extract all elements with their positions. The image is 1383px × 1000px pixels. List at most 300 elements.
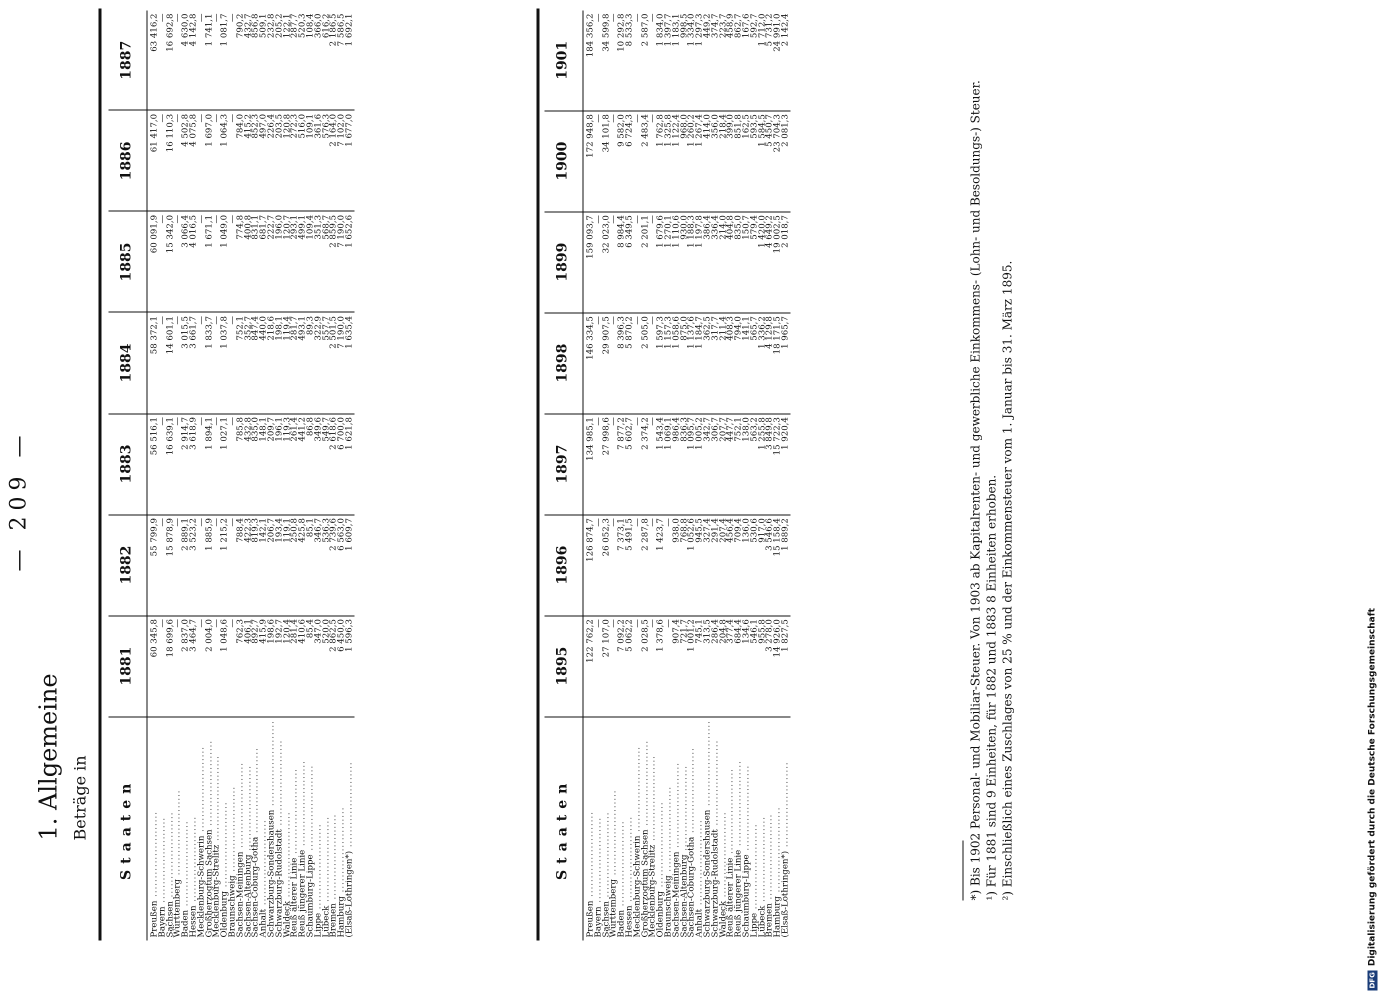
value-cell: 986,4	[673, 413, 681, 514]
value-cell: 7 102,0	[338, 110, 346, 211]
value-cell: 184 356,2	[583, 10, 595, 110]
state-name: Waldeck	[717, 900, 728, 937]
value-cell: 752,1	[735, 413, 743, 514]
value-cell: 198,6	[268, 615, 276, 716]
value-cell: 206,7	[268, 514, 276, 615]
value-cell: 142,1	[260, 514, 268, 615]
value-cell: 172 948,8	[583, 110, 595, 211]
value-cell: 784,0	[237, 110, 245, 211]
value-cell: 7 586,5	[338, 10, 346, 110]
value-cell: 1 052,6	[688, 514, 696, 615]
value-cell: 60 091,9	[147, 211, 159, 312]
value-cell: 108,4	[307, 10, 315, 110]
state-name: Preußen	[585, 900, 595, 937]
table-row	[174, 10, 182, 940]
state-name: Mecklenburg-Strelitz	[211, 844, 222, 937]
state-name: Sachsen-Meiningen	[234, 851, 245, 937]
column-header-year: 1896	[544, 514, 583, 615]
value-cell: —	[174, 10, 182, 110]
value-cell: 968,0	[681, 110, 689, 211]
value-cell: 4 075,8	[190, 110, 198, 211]
value-cell: 2 186,5	[330, 10, 338, 110]
column-header-year: 1899	[544, 211, 583, 312]
value-cell: —	[595, 413, 603, 514]
value-cell: 1 741,1	[206, 10, 214, 110]
value-cell: —	[610, 312, 618, 413]
value-cell: —	[174, 413, 182, 514]
value-cell: 1 692,1	[346, 10, 354, 110]
leader-dots: .......................	[639, 739, 650, 829]
value-cell: 955,8	[759, 615, 767, 716]
value-cell: 1 188,3	[688, 211, 696, 312]
value-cell: 549,7	[323, 413, 331, 514]
table-row	[688, 10, 696, 940]
value-cell: 109,1	[307, 110, 315, 211]
state-name: Baden	[616, 909, 627, 937]
value-cell: 29 907,5	[603, 312, 611, 413]
value-cell: 15 878,9	[167, 514, 175, 615]
leader-dots: .......................	[670, 761, 681, 852]
value-cell: 1 137,6	[688, 312, 696, 413]
leader-dots: .......................	[717, 810, 728, 901]
value-cell: 1 885,9	[206, 514, 214, 615]
value-cell: 261,4	[291, 413, 299, 514]
leader-dots: .......................	[678, 764, 689, 855]
value-cell: 136,0	[743, 514, 751, 615]
value-cell: 196,0	[276, 211, 284, 312]
value-cell: 374,7	[712, 10, 720, 110]
value-cell: 819,3	[252, 514, 260, 615]
column-header-year: 1883	[108, 413, 147, 514]
column-header-year: 1885	[108, 211, 147, 312]
top-rule	[98, 8, 101, 940]
leader-dots: .......................	[336, 806, 347, 896]
value-cell: 1 920,4	[782, 413, 790, 514]
value-cell: —	[213, 10, 221, 110]
value-cell: 422,3	[245, 514, 253, 615]
value-cell: 3 066,4	[182, 211, 190, 312]
value-cell: 89,3	[307, 312, 315, 413]
state-name: Lübeck	[756, 905, 767, 937]
value-cell: —	[159, 110, 167, 211]
value-cell: 400,8	[245, 211, 253, 312]
value-cell: 272,3	[291, 110, 299, 211]
value-cell: —	[649, 211, 657, 312]
state-name-cell	[343, 716, 354, 940]
value-cell: 852,3	[252, 110, 260, 211]
value-cell: 3 546,6	[766, 514, 774, 615]
leader-dots: .......................	[616, 819, 627, 910]
value-cell: 836,3	[681, 413, 689, 514]
value-cell: —	[198, 413, 206, 514]
leader-dots: .......................	[273, 739, 284, 829]
value-cell: 5 491,5	[626, 514, 634, 615]
value-cell: 3 523,2	[190, 514, 198, 615]
value-cell: 2 374,2	[642, 413, 650, 514]
column-header-year: 1884	[108, 312, 147, 413]
value-cell: 6 700,0	[338, 413, 346, 514]
value-cell: 218,6	[268, 312, 276, 413]
value-cell: 945,5	[696, 514, 704, 615]
value-cell: 223,7	[720, 10, 728, 110]
value-cell: 835,0	[735, 211, 743, 312]
value-cell: 530,6	[751, 514, 759, 615]
value-cell: 2 164,0	[330, 110, 338, 211]
footnote: ¹) Für 1881 sind 9 Einheiten, für 1882 und 1883 8 Einheiten erhoben.	[984, 474, 998, 900]
value-cell: 23 704,3	[774, 110, 782, 211]
value-cell: 3 661,7	[190, 312, 198, 413]
value-cell: —	[634, 312, 642, 413]
value-cell: 162,5	[743, 110, 751, 211]
value-cell: 1 157,3	[665, 312, 673, 413]
value-cell: 875,0	[681, 312, 689, 413]
value-cell: 26 052,3	[603, 514, 611, 615]
value-cell: 2 287,8	[642, 514, 650, 615]
state-name: Schwarzburg-Rudolstadt	[273, 828, 284, 937]
value-cell: 520,0	[323, 615, 331, 716]
value-cell: 207,4	[720, 514, 728, 615]
value-cell: 349,6	[315, 413, 323, 514]
value-cell: 2 081,3	[782, 110, 790, 211]
value-cell: —	[634, 413, 642, 514]
value-cell: 85,4	[307, 615, 315, 716]
state-name: Mecklenburg-Strelitz	[647, 844, 658, 937]
state-name: Schwarzburg-Rudolstadt	[709, 828, 720, 937]
table-row	[346, 10, 354, 940]
value-cell: 1 005,2	[696, 413, 704, 514]
value-cell: —	[634, 211, 642, 312]
value-cell: 1 596,3	[346, 615, 354, 716]
value-cell: 4 630,0	[182, 10, 190, 110]
value-cell: 1 064,3	[221, 110, 229, 211]
state-name: Mecklenburg-Schwerin	[631, 835, 642, 937]
state-name: Großherzogtum Sachsen	[639, 828, 650, 937]
heading-subtitle: Beträge in	[70, 754, 89, 840]
value-cell: —	[229, 312, 237, 413]
leader-dots: .......................	[709, 739, 720, 829]
value-cell: 835,0	[252, 413, 260, 514]
value-cell: 32 023,0	[603, 211, 611, 312]
value-cell: 1 543,4	[657, 413, 665, 514]
value-cell: 15 158,4	[774, 514, 782, 615]
value-cell: 1 184,7	[696, 312, 704, 413]
state-name: Hessen	[187, 904, 198, 937]
value-cell: 1 334,0	[688, 10, 696, 110]
value-cell: 1 609,7	[346, 514, 354, 615]
state-name: (Elsaß-Lothringen*)	[779, 850, 790, 937]
value-cell: 1 215,2	[221, 514, 229, 615]
value-cell: 16 692,8	[167, 10, 175, 110]
heading-title: 1. Allgemeine	[34, 672, 62, 840]
value-cell: 509,1	[260, 10, 268, 110]
value-cell: 204,8	[720, 615, 728, 716]
state-name-cell	[779, 716, 790, 940]
value-cell: 790,2	[237, 10, 245, 110]
state-name: Sachsen-Altenburg	[678, 854, 689, 937]
leader-dots: .......................	[686, 746, 697, 837]
state-name: Reuß älterer Linie	[289, 857, 300, 937]
value-cell: 1 597,3	[657, 312, 665, 413]
leader-dots: .......................	[281, 810, 292, 901]
leader-dots: .......................	[164, 811, 175, 901]
value-cell: 138,0	[743, 413, 751, 514]
leader-dots: .......................	[187, 815, 198, 905]
value-cell: —	[610, 413, 618, 514]
column-header-year: 1898	[544, 312, 583, 413]
value-cell: 134 985,1	[583, 413, 595, 514]
value-cell: 1 378,6	[657, 615, 665, 716]
value-cell: 34 101,8	[603, 110, 611, 211]
value-cell: 557,7	[323, 312, 331, 413]
value-cell: 134,6	[743, 615, 751, 716]
value-cell: 568,7	[323, 211, 331, 312]
value-cell: 322,9	[315, 312, 323, 413]
value-cell: —	[665, 615, 673, 716]
leader-dots: .......................	[242, 764, 253, 855]
value-cell: —	[610, 615, 618, 716]
value-cell: 1 894,1	[206, 413, 214, 514]
state-name: Schaumburg-Lippe	[304, 853, 315, 937]
middle-rule	[536, 8, 539, 940]
page-number: — 209 —	[6, 429, 31, 571]
column-header-year: 1887	[108, 10, 147, 110]
value-cell: 785,8	[237, 413, 245, 514]
leader-dots: .......................	[764, 813, 775, 903]
value-cell: —	[665, 514, 673, 615]
table-row	[323, 10, 331, 940]
value-cell: 352,7	[245, 312, 253, 413]
value-cell: —	[174, 312, 182, 413]
value-cell: —	[595, 110, 603, 211]
leader-dots: .......................	[608, 788, 619, 879]
value-cell: 1 183,1	[673, 10, 681, 110]
column-header-year: 1901	[544, 10, 583, 110]
value-cell: —	[198, 312, 206, 413]
value-cell: 281,4	[291, 615, 299, 716]
value-cell: —	[198, 615, 206, 716]
value-cell: —	[174, 514, 182, 615]
value-cell: 1 255,8	[759, 413, 767, 514]
value-cell: —	[595, 615, 603, 716]
value-cell: 2 004,0	[206, 615, 214, 716]
leader-dots: .......................	[156, 816, 167, 906]
value-cell: 313,5	[704, 615, 712, 716]
value-cell: 27 998,6	[603, 413, 611, 514]
value-cell: 336,4	[712, 211, 720, 312]
leader-dots: .......................	[701, 719, 712, 810]
table-row	[252, 10, 260, 940]
value-cell: 1 697,0	[206, 110, 214, 211]
value-cell: 930,0	[681, 211, 689, 312]
value-cell: 520,3	[299, 10, 307, 110]
value-cell: 5 450,7	[766, 110, 774, 211]
value-cell: —	[595, 10, 603, 110]
value-cell: 576,3	[323, 110, 331, 211]
leader-dots: .......................	[779, 760, 790, 851]
state-name: Hessen	[623, 904, 634, 937]
value-cell: 1 679,6	[657, 211, 665, 312]
table-row	[743, 10, 751, 940]
value-cell: —	[159, 615, 167, 716]
value-cell: 458,9	[727, 10, 735, 110]
footnote: *) Bis 1902 Personal- und Mobiliar-Steuer. Von 1903 ab Kapitalrenten- und gewerbliche Einkommens- (Lohn- und Besoldungs-) Steuer.	[968, 79, 982, 900]
tax-table-1881-1887	[108, 10, 354, 940]
value-cell: 4 142,8	[190, 10, 198, 110]
leader-dots: .......................	[226, 785, 237, 875]
table-row	[751, 10, 759, 940]
footnote-separator	[962, 840, 963, 900]
state-name: Lübeck	[320, 905, 331, 937]
value-cell: 938,0	[673, 514, 681, 615]
value-cell: 1 037,8	[221, 312, 229, 413]
value-cell: —	[634, 110, 642, 211]
value-cell: 415,2	[245, 110, 253, 211]
value-cell: 516,0	[299, 110, 307, 211]
value-cell: 85,1	[307, 514, 315, 615]
value-cell: 1 095,7	[688, 413, 696, 514]
value-cell: 286,4	[712, 615, 720, 716]
value-cell: 141,1	[743, 312, 751, 413]
value-cell: 709,4	[735, 514, 743, 615]
value-cell: 14 926,0	[774, 615, 782, 716]
value-cell: 150,7	[743, 211, 751, 312]
value-cell: 327,4	[704, 514, 712, 615]
value-cell: 794,0	[735, 312, 743, 413]
value-cell: 6 450,0	[338, 615, 346, 716]
leader-dots: .......................	[623, 815, 634, 905]
leader-dots: .......................	[585, 810, 595, 901]
value-cell: —	[213, 312, 221, 413]
value-cell: 432,7	[245, 10, 253, 110]
value-cell: 856,8	[252, 10, 260, 110]
value-cell: 122,1	[284, 10, 292, 110]
value-cell: 10 292,8	[618, 10, 626, 110]
value-cell: 205,2	[276, 10, 284, 110]
value-cell: 1 122,4	[673, 110, 681, 211]
state-name: Lippe	[312, 912, 323, 937]
state-name: Sachsen-Coburg-Gotha	[250, 836, 261, 937]
value-cell: 1 965,7	[782, 312, 790, 413]
leader-dots: .......................	[180, 819, 191, 910]
value-cell: 120,4	[284, 615, 292, 716]
value-cell: 2 028,5	[642, 615, 650, 716]
state-name: Anhalt	[694, 908, 705, 937]
value-cell: 774,8	[237, 211, 245, 312]
value-cell: 120,8	[284, 110, 292, 211]
value-cell: —	[229, 413, 237, 514]
value-cell: 126 874,7	[583, 514, 595, 615]
value-cell: 34 599,8	[603, 10, 611, 110]
value-cell: 1 712,0	[759, 10, 767, 110]
value-cell: 366,0	[315, 10, 323, 110]
value-cell: 351,3	[315, 211, 323, 312]
value-cell: 1 325,8	[665, 110, 673, 211]
value-cell: 119,4	[284, 312, 292, 413]
footnotes	[962, 20, 1015, 900]
value-cell: 432,8	[245, 413, 253, 514]
leader-dots: .......................	[258, 818, 269, 909]
value-cell: 497,0	[260, 110, 268, 211]
value-cell: 287,7	[291, 10, 299, 110]
leader-dots: .......................	[195, 745, 206, 836]
value-cell: 19 002,5	[774, 211, 782, 312]
table-row	[330, 10, 338, 940]
value-cell: —	[174, 211, 182, 312]
value-cell: 1 058,6	[673, 312, 681, 413]
value-cell: 6 349,5	[626, 211, 634, 312]
leader-dots: .......................	[725, 767, 736, 858]
value-cell: 3 618,9	[190, 413, 198, 514]
value-cell: 440,0	[260, 312, 268, 413]
value-cell: —	[634, 514, 642, 615]
value-cell: 2 862,5	[330, 615, 338, 716]
state-name: Sachsen-Meiningen	[670, 851, 681, 937]
value-cell: 24 991,0	[774, 10, 782, 110]
value-cell: 356,0	[712, 110, 720, 211]
value-cell: 1 677,0	[346, 110, 354, 211]
value-cell: 63 416,2	[147, 10, 159, 110]
value-cell: —	[159, 10, 167, 110]
value-cell: 2 018,7	[782, 211, 790, 312]
value-cell: 1 267,4	[696, 110, 704, 211]
value-cell: —	[229, 10, 237, 110]
value-cell: 1 297,3	[696, 10, 704, 110]
value-cell: 2 201,1	[642, 211, 650, 312]
state-name: Reuß jüngerer Linie	[297, 849, 308, 937]
leader-dots: .......................	[756, 815, 767, 906]
value-cell: 2 618,6	[330, 413, 338, 514]
value-cell: 61 417,0	[147, 110, 159, 211]
value-cell: —	[198, 211, 206, 312]
leader-dots: .......................	[219, 800, 230, 891]
value-cell: 1 652,6	[346, 211, 354, 312]
state-name: Bremen	[328, 902, 339, 937]
value-cell: 148,1	[260, 413, 268, 514]
leader-dots: .......................	[289, 767, 300, 858]
state-name: Württemberg	[608, 878, 619, 937]
value-cell: 8 533,3	[626, 10, 634, 110]
column-header-state: Staaten	[108, 716, 147, 940]
value-cell: 7 092,2	[618, 615, 626, 716]
value-cell: —	[649, 312, 657, 413]
value-cell: —	[229, 110, 237, 211]
state-name: Waldeck	[281, 900, 292, 937]
value-cell: 361,6	[315, 110, 323, 211]
leader-dots: .......................	[662, 785, 673, 875]
value-cell: —	[159, 413, 167, 514]
state-name: Schwarzburg-Sondershausen	[701, 809, 712, 937]
value-cell: —	[229, 211, 237, 312]
state-name: Großherzogtum Sachsen	[203, 828, 214, 937]
value-cell: 2 739,6	[330, 514, 338, 615]
value-cell: —	[229, 514, 237, 615]
leader-dots: .......................	[600, 811, 611, 901]
value-cell: 119,1	[284, 514, 292, 615]
value-cell: —	[198, 514, 206, 615]
value-cell: 2 889,1	[182, 514, 190, 615]
state-name: Bayern	[592, 905, 603, 937]
value-cell: —	[174, 110, 182, 211]
leader-dots: .......................	[211, 754, 222, 845]
value-cell: 214,0	[720, 211, 728, 312]
value-cell: 1 834,0	[657, 10, 665, 110]
value-cell: 565,7	[751, 312, 759, 413]
value-cell: 146 334,5	[583, 312, 595, 413]
value-cell: 681,7	[260, 211, 268, 312]
value-cell: 6 724,3	[626, 110, 634, 211]
table-row	[610, 10, 618, 940]
value-cell: 788,4	[237, 514, 245, 615]
